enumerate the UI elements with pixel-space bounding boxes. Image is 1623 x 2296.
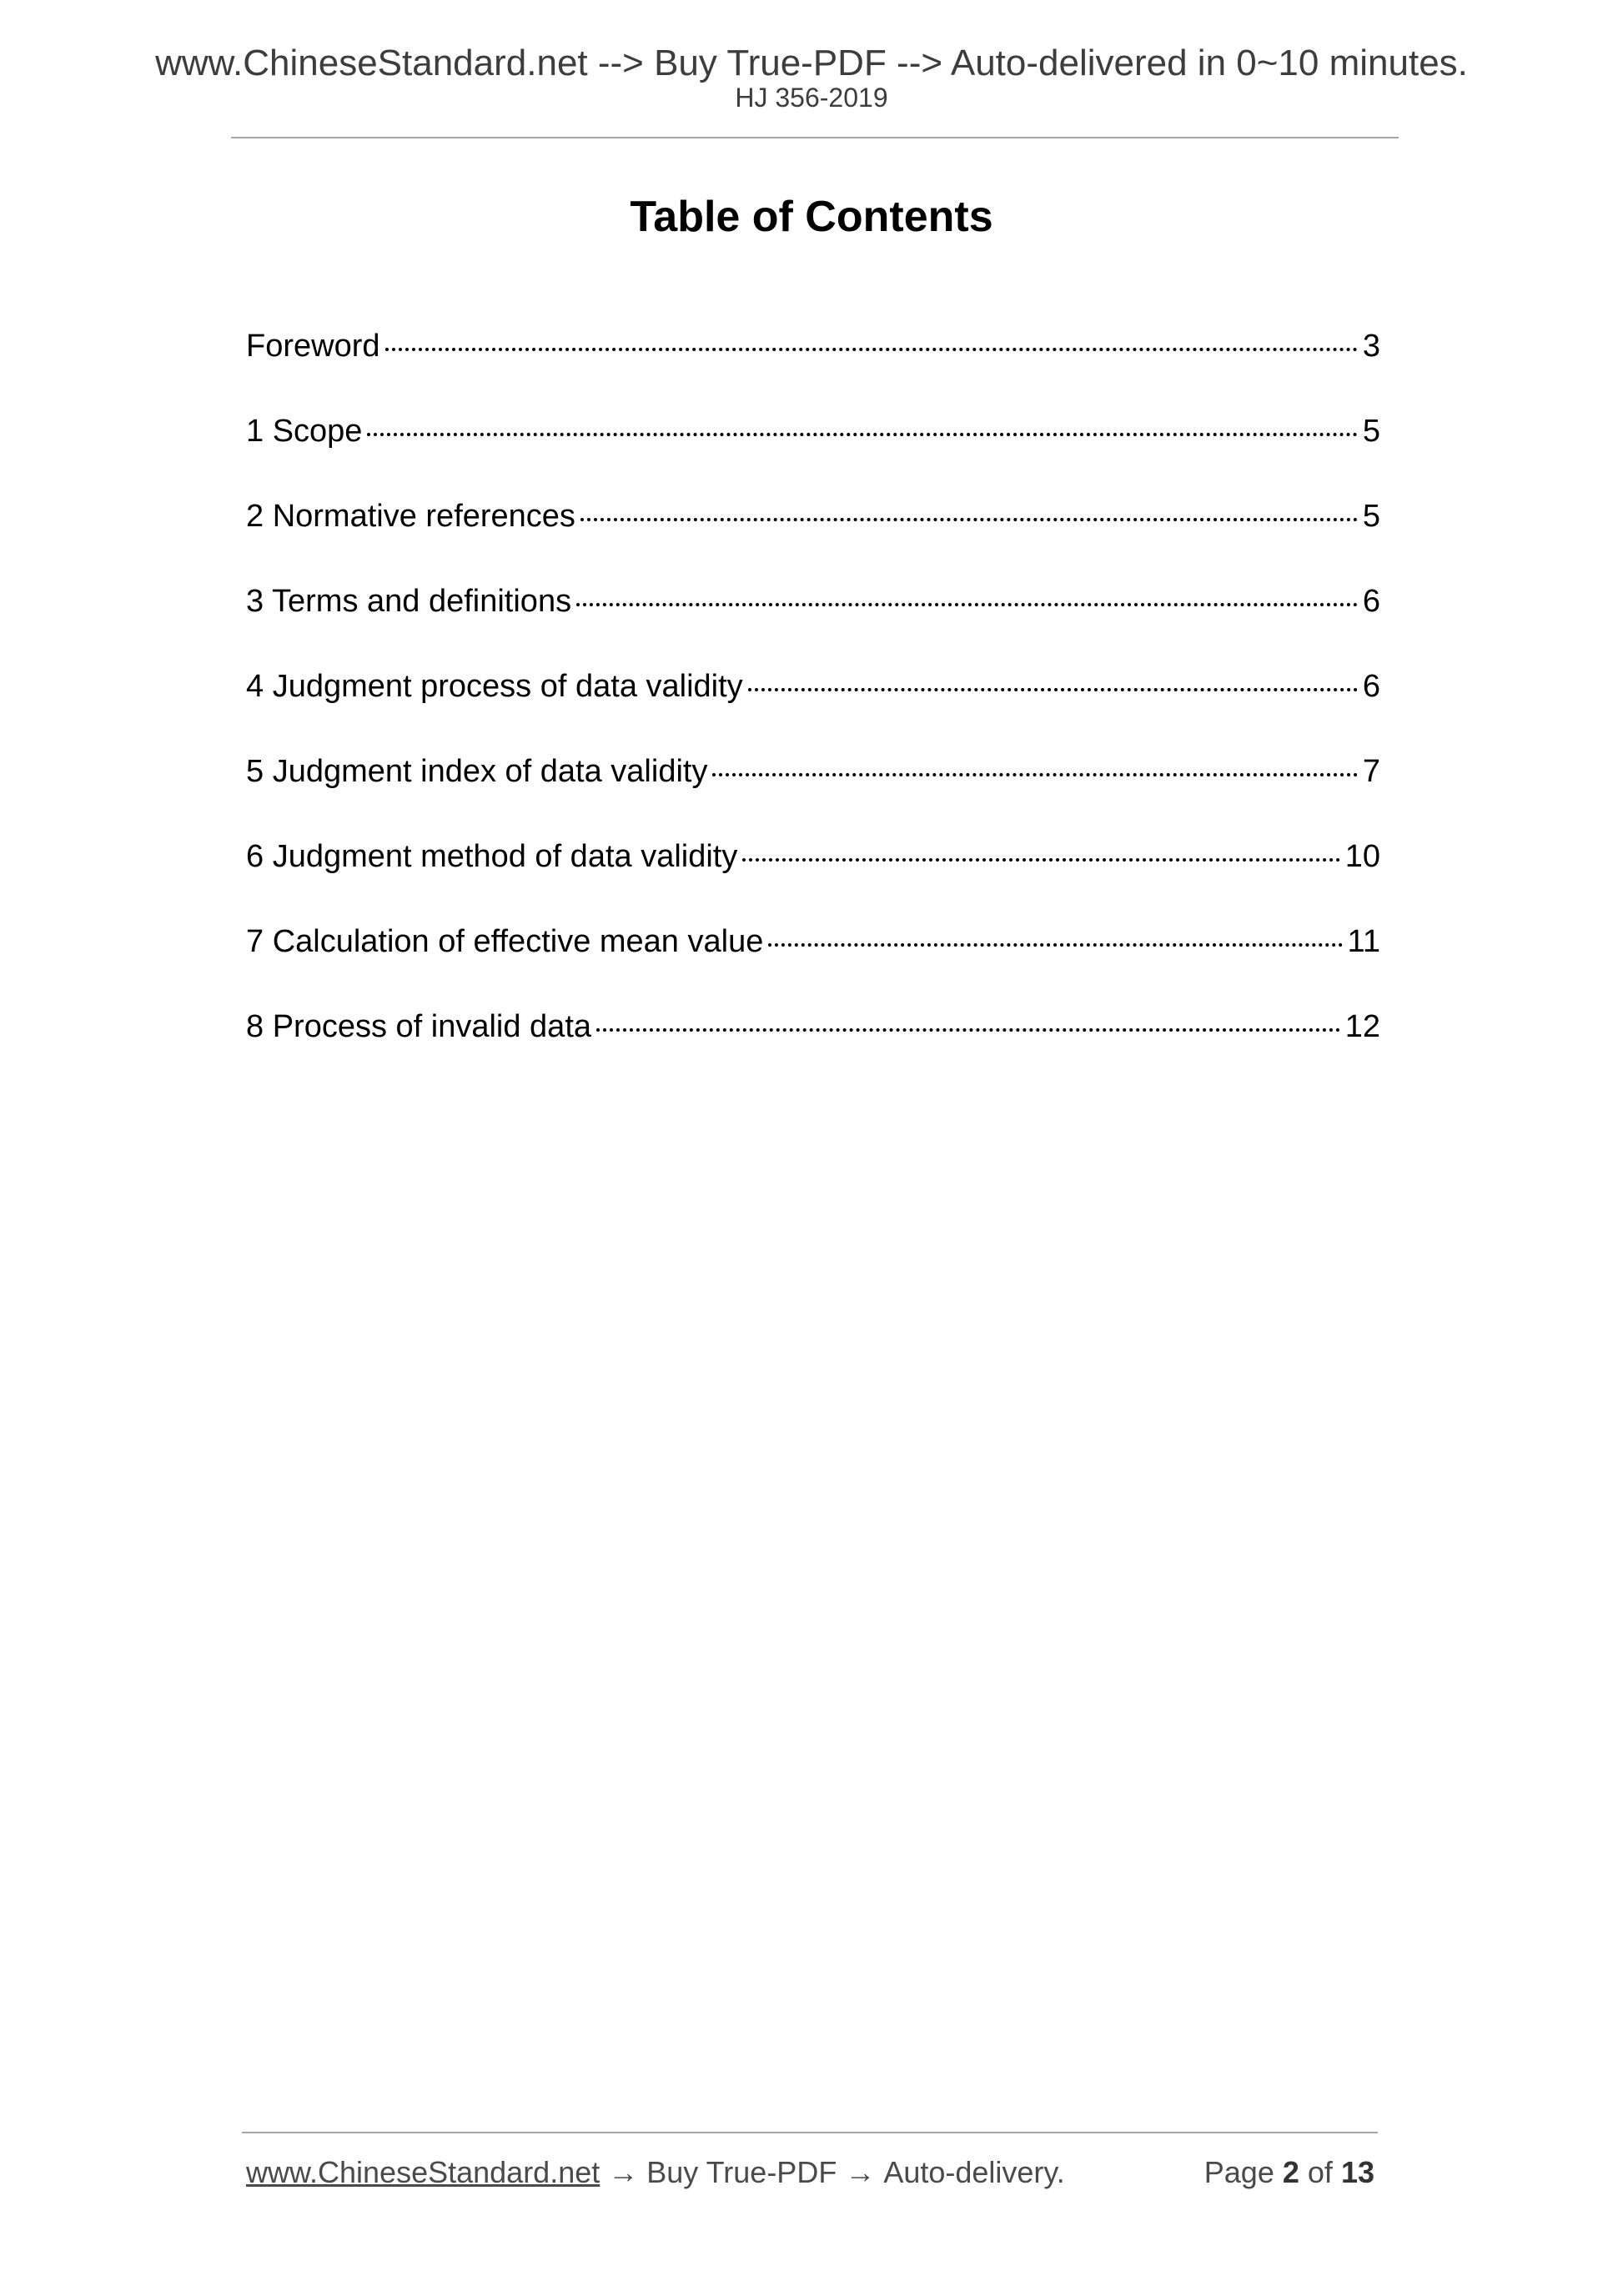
toc-entry-effective-mean-value[interactable] — [246, 917, 1380, 1002]
toc-entry-page: 5 — [1362, 414, 1380, 449]
toc-entry-terms-and-definitions[interactable] — [246, 576, 1380, 661]
toc-entry-label: 8 Process of invalid data — [246, 1009, 592, 1044]
toc-entry-label: Foreword — [246, 329, 380, 364]
toc-entry-page: 10 — [1344, 839, 1380, 874]
document-code: HJ 356-2019 — [735, 83, 888, 113]
footer-divider — [242, 2132, 1378, 2133]
toc-entry-judgment-process[interactable] — [246, 661, 1380, 746]
of-label: of — [1307, 2155, 1333, 2189]
arrow-right-icon: → — [845, 2155, 876, 2189]
current-page-number: 2 — [1282, 2155, 1299, 2189]
toc-entry-label: 1 Scope — [246, 414, 363, 449]
dot-leader — [742, 858, 1339, 862]
toc-entry-label: 2 Normative references — [246, 499, 575, 534]
dot-leader — [748, 688, 1358, 691]
toc-entry-label: 4 Judgment process of data validity — [246, 669, 743, 704]
header-divider — [231, 137, 1399, 138]
toc-entry-page: 12 — [1344, 1009, 1380, 1044]
footer-promo — [246, 2153, 1065, 2192]
toc-entry-invalid-data[interactable] — [246, 1002, 1380, 1087]
toc-entry-label: 5 Judgment index of data validity — [246, 754, 708, 789]
dot-leader — [712, 773, 1357, 776]
total-pages-number: 13 — [1340, 2155, 1374, 2189]
toc-entry-page: 3 — [1362, 329, 1380, 364]
toc-entry-page: 5 — [1362, 499, 1380, 534]
buy-text: Buy True-PDF — [646, 2155, 837, 2189]
top-banner: www.ChineseStandard.net --> Buy True-PDF --> Auto-delivered in 0~10 minutes. — [155, 43, 1468, 83]
toc-entry-label: 7 Calculation of effective mean value — [246, 924, 764, 959]
dot-leader — [580, 518, 1358, 521]
site-link[interactable]: www.ChineseStandard.net — [246, 2155, 600, 2189]
dot-leader — [576, 603, 1358, 606]
dot-leader — [385, 348, 1358, 351]
toc-entry-page: 11 — [1347, 924, 1380, 959]
toc-entry-judgment-method[interactable] — [246, 831, 1380, 917]
toc-entry-page: 6 — [1362, 669, 1380, 704]
toc-entry-label: 3 Terms and definitions — [246, 584, 572, 619]
arrow-right-icon: → — [608, 2155, 639, 2189]
dot-leader — [367, 433, 1357, 436]
toc-entry-foreword[interactable] — [246, 321, 1380, 406]
delivery-text: Auto-delivery. — [883, 2155, 1065, 2189]
toc-entry-page: 7 — [1362, 754, 1380, 789]
toc-list — [246, 321, 1380, 1087]
page-indicator — [1204, 2153, 1374, 2192]
dot-leader — [596, 1028, 1340, 1032]
toc-entry-normative-references[interactable] — [246, 491, 1380, 576]
toc-entry-page: 6 — [1362, 584, 1380, 619]
toc-entry-label: 6 Judgment method of data validity — [246, 839, 738, 874]
toc-entry-scope[interactable] — [246, 406, 1380, 491]
toc-entry-judgment-index[interactable] — [246, 746, 1380, 831]
page-label: Page — [1203, 2155, 1274, 2189]
page-title: Table of Contents — [630, 193, 993, 241]
dot-leader — [768, 943, 1342, 947]
